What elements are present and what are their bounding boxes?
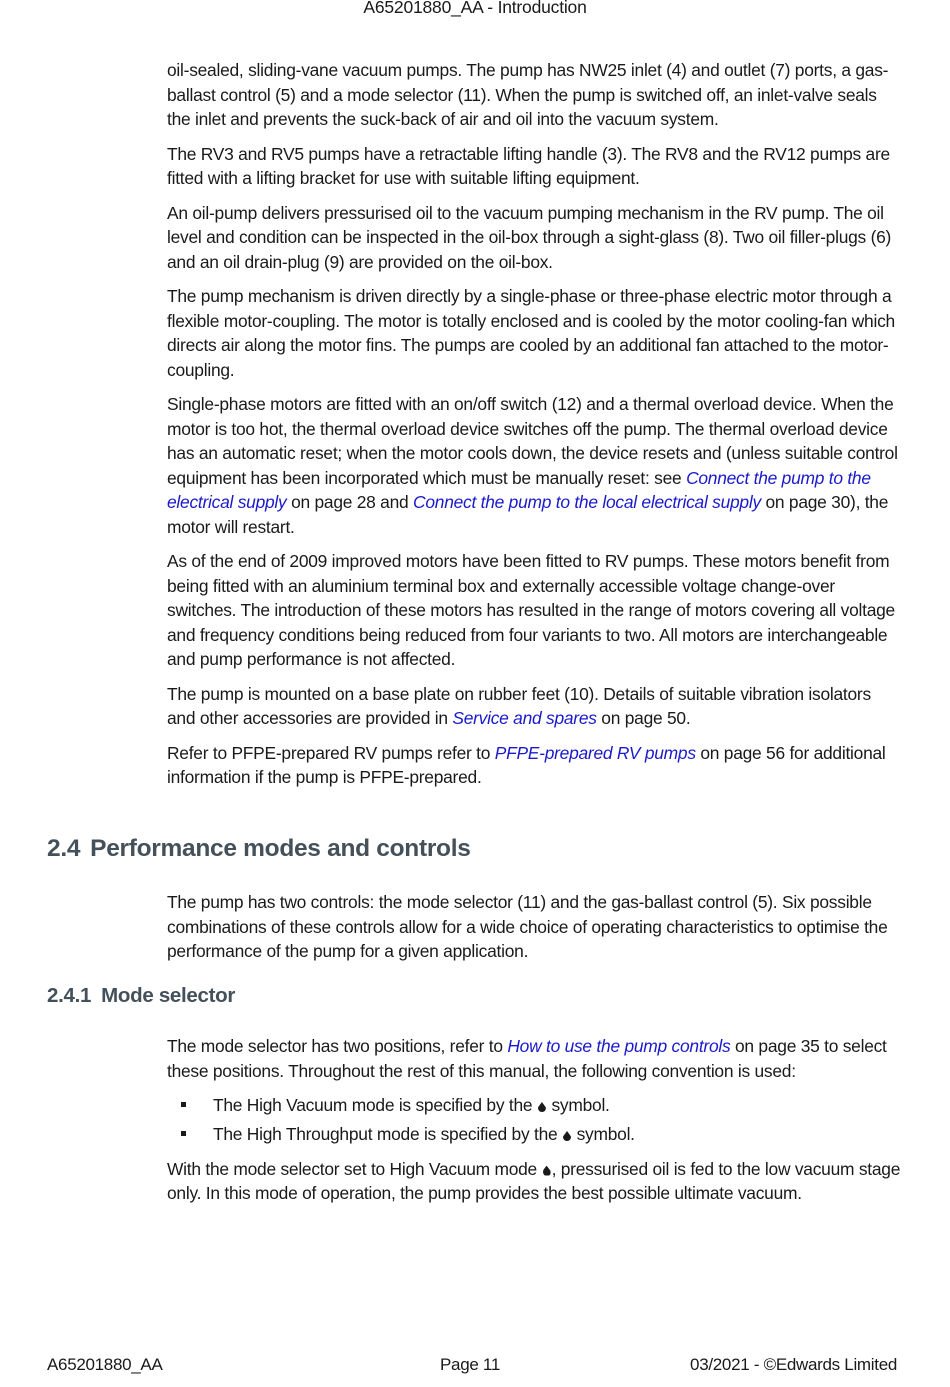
text: The High Vacuum mode is specified by the — [213, 1095, 537, 1115]
text: The mode selector has two positions, refer to — [167, 1036, 508, 1056]
bullet-icon — [181, 1131, 186, 1136]
link-connect-electrical-supply[interactable]: Connect the pump to the electrical supply — [167, 467, 871, 512]
paragraph-mode-intro — [167, 1034, 902, 1083]
link-how-to-use-pump-controls[interactable]: How to use the pump controls — [507, 1036, 731, 1056]
footer-page-number: Page 11 — [440, 1355, 500, 1374]
text: on page 56 for additional information if the pump is PFPE-prepared. — [167, 742, 886, 787]
section-2-4-text — [167, 890, 902, 974]
text: The High Throughput mode is specified by the — [213, 1124, 563, 1144]
paragraph: oil-sealed, sliding-vane vacuum pumps. The pump has NW25 inlet (4) and outlet (7) ports, a gas-ballast control (5) and a mode selector (11). When the pump is switched off, an inlet-valve seals the inlet and prevents the suck-back of air and oil into the vacuum system. — [167, 60, 889, 129]
section-heading-2-4 — [47, 835, 471, 863]
section-title: Mode selector — [101, 984, 236, 1007]
link-service-and-spares[interactable]: Service and spares — [452, 708, 597, 728]
text: , pressurised oil is fed to the low vacuum stage only. In this mode of operation, the pump provides the best possible ultimate vacuum. — [167, 1158, 901, 1203]
paragraph: The pump mechanism is driven directly by a single-phase or three-phase electric motor through a flexible motor-coupling. The motor is totally enclosed and is cooled by the motor cooling-fan which directs air along the motor fins. The pumps are cooled by an additional fan attached to the motor-coupling. — [167, 286, 895, 380]
text: Single-phase motors are fitted with an on/off switch (12) and a thermal overload device. When the motor is too hot, the thermal overload device switches off the pump. The thermal overload device has an automatic reset; when the motor cools down, the device resets and (unless suitable control equipment has been incorporated which must be manually reset: see — [167, 394, 898, 488]
text: Refer to PFPE-prepared RV pumps refer to — [167, 742, 495, 763]
list-item — [167, 1122, 902, 1147]
section-heading-2-4-1 — [47, 984, 235, 1008]
intro-text-block — [167, 58, 902, 800]
oil-drop-icon — [538, 1102, 546, 1112]
text: symbol. — [572, 1124, 635, 1144]
text: symbol. — [546, 1095, 610, 1115]
footer-copyright: 03/2021 - ©Edwards Limited — [690, 1355, 897, 1374]
bullet-icon — [181, 1102, 186, 1107]
paragraph: The RV3 and RV5 pumps have a retractable lifting handle (3). The RV8 and the RV12 pumps are fitted with a lifting bracket for use with suitable lifting equipment. — [167, 143, 890, 188]
list-item — [167, 1093, 902, 1118]
oil-drop-icon — [563, 1131, 571, 1141]
paragraph-mounting — [167, 682, 902, 731]
link-pfpe-prepared-rv-pumps[interactable]: PFPE-prepared RV pumps — [494, 742, 696, 763]
paragraph-pfpe — [167, 741, 902, 790]
text: With the mode selector set to High Vacuum mode — [167, 1158, 542, 1179]
link-connect-local-electrical-supply[interactable]: Connect the pump to the local electrical supply — [413, 492, 761, 512]
text: on page 35 to select these positions. Throughout the rest of this manual, the following convention is used: — [167, 1036, 887, 1081]
text: on page 28 and — [286, 492, 414, 512]
running-header: A65201880_AA - Introduction — [363, 0, 587, 17]
paragraph-high-vacuum — [167, 1157, 902, 1206]
section-title: Performance modes and controls — [90, 835, 471, 862]
footer-doc-id: A65201880_AA — [47, 1355, 163, 1374]
section-number: 2.4.1 — [47, 984, 92, 1007]
mode-list — [167, 1093, 902, 1147]
oil-drop-icon — [543, 1166, 551, 1176]
paragraph: An oil-pump delivers pressurised oil to the vacuum pumping mechanism in the RV pump. The oil level and condition can be inspected in the oil-box through a sight-glass (8). Two oil filler-plugs (6) and an oil drain-plug (9) are provided on the oil-box. — [167, 202, 892, 272]
text: on page 30), the motor will restart. — [167, 492, 889, 537]
text: The pump is mounted on a base plate on rubber feet (10). Details of suitable vibration isolators and other accessories are provided in — [167, 683, 871, 728]
paragraph-motors — [167, 392, 902, 539]
section-2-4-1-text — [167, 1034, 902, 1216]
section-number: 2.4 — [47, 835, 81, 862]
paragraph: The pump has two controls: the mode selector (11) and the gas-ballast control (5). Six possible combinations of these controls allow for a wide choice of operating characteristics to optimise the performance of the pump for a given application. — [167, 892, 888, 961]
text: on page 50. — [596, 708, 691, 728]
paragraph: As of the end of 2009 improved motors have been fitted to RV pumps. These motors benefit from being fitted with an aluminium terminal box and externally accessible voltage change-over switches. The introduction of these motors has resulted in the range of motors covering all voltage and frequency conditions being reduced from four variants to two. All motors are interchangeable and pump performance is not affected. — [167, 551, 895, 669]
